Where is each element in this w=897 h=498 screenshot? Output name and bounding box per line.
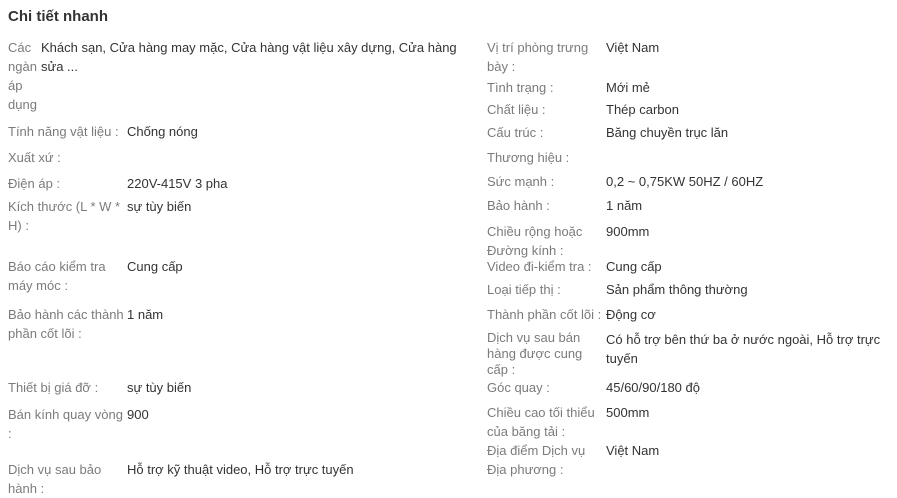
spec-label: Dịch vụ sau bán hàng được cung cấp : [487, 330, 583, 377]
spec-label: Video đi-kiểm tra : [487, 259, 592, 274]
spec-value: Cung cấp [606, 259, 662, 274]
spec-row [487, 257, 892, 276]
spec-value [606, 148, 892, 167]
spec-label: Thương hiệu : [487, 150, 570, 165]
spec-row [487, 378, 892, 397]
spec-label: Bảo hành : [487, 198, 550, 213]
spec-label: Bán kính quay vòng : [8, 407, 123, 441]
spec-label: Chiều cao tối thiểu của băng tải : [487, 405, 595, 439]
spec-label: Bảo hành các thành phần cốt lõi : [8, 307, 124, 341]
spec-label: Chất liệu : [487, 102, 546, 117]
spec-row [8, 405, 464, 443]
spec-value: 900 [127, 407, 149, 422]
spec-label: Loại tiếp thị : [487, 282, 561, 297]
spec-value: 1 năm [606, 198, 643, 213]
spec-row [487, 280, 892, 299]
spec-label: Tình trạng : [487, 80, 554, 95]
left-column [8, 38, 464, 498]
spec-label: Thiết bị giá đỡ : [8, 380, 99, 395]
spec-row [487, 330, 892, 378]
spec-value: Mới mẻ [606, 80, 650, 95]
spec-row [8, 122, 464, 141]
spec-value: 220V-415V 3 pha [127, 176, 228, 191]
spec-value: 0,2 ~ 0,75KW 50HZ / 60HZ [606, 174, 764, 189]
spec-label: Thành phần cốt lõi : [487, 307, 602, 322]
spec-value: Sản phẩm thông thường [606, 282, 748, 297]
spec-row [8, 378, 464, 397]
spec-label: Báo cáo kiểm tra máy móc : [8, 259, 106, 293]
spec-label: Kích thước (L * W * H) : [8, 199, 121, 233]
spec-row [487, 222, 892, 260]
spec-value: 500mm [606, 405, 650, 420]
spec-value: Việt Nam [606, 40, 660, 55]
spec-value: Động cơ [606, 307, 656, 322]
spec-label: Điện áp : [8, 176, 61, 191]
spec-label: Xuất xứ : [8, 150, 61, 165]
spec-value: Có hỗ trợ bên thứ ba ở nước ngoài, Hỗ trợ trực tuyến [606, 332, 881, 366]
spec-value: Khách sạn, Cửa hàng may mặc, Cửa hàng vật liệu xây dựng, Cửa hàng sửa ... [41, 40, 457, 74]
spec-row [487, 441, 892, 479]
spec-row [487, 78, 892, 97]
spec-row [487, 100, 892, 119]
spec-value: Chống nóng [127, 124, 198, 139]
spec-row [487, 123, 892, 142]
spec-label: Sức mạnh : [487, 174, 555, 189]
spec-value: 45/60/90/180 độ [606, 380, 700, 395]
spec-value: Băng chuyền trục lăn [606, 125, 729, 140]
spec-value: sự tùy biến [127, 380, 192, 395]
spec-value: Cung cấp [127, 259, 183, 274]
spec-row [8, 148, 464, 167]
spec-label: Vị trí phòng trưng bày : [487, 40, 589, 74]
spec-value: 900mm [606, 224, 650, 239]
spec-row [487, 305, 892, 324]
spec-label: Địa điểm Dịch vụ Địa phương : [487, 443, 586, 477]
spec-value: Thép carbon [606, 102, 679, 117]
section-title: Chi tiết nhanh [8, 8, 108, 25]
spec-row [8, 197, 464, 235]
spec-label: Dịch vụ sau bảo hành : [8, 462, 102, 496]
right-column [487, 38, 892, 479]
spec-value: sự tùy biến [127, 199, 192, 214]
spec-label: Cấu trúc : [487, 125, 544, 140]
spec-row [487, 172, 892, 191]
spec-row [8, 305, 464, 343]
spec-value [127, 148, 464, 167]
spec-row [8, 257, 464, 295]
spec-row [8, 174, 464, 193]
spec-row [8, 38, 464, 114]
spec-label: Chiều rộng hoặc Đường kính : [487, 224, 583, 258]
spec-label: Tính năng vật liệu : [8, 124, 119, 139]
spec-row [487, 148, 892, 167]
spec-value: Việt Nam [606, 443, 660, 458]
spec-label: Góc quay : [487, 380, 550, 395]
spec-row [8, 460, 464, 498]
spec-row [487, 196, 892, 215]
spec-value: Hỗ trợ kỹ thuật video, Hỗ trợ trực tuyến [127, 462, 354, 477]
spec-row [487, 403, 892, 441]
spec-row [487, 38, 892, 76]
spec-label: Các ngàn áp dụng [8, 40, 37, 112]
spec-value: 1 năm [127, 307, 164, 322]
